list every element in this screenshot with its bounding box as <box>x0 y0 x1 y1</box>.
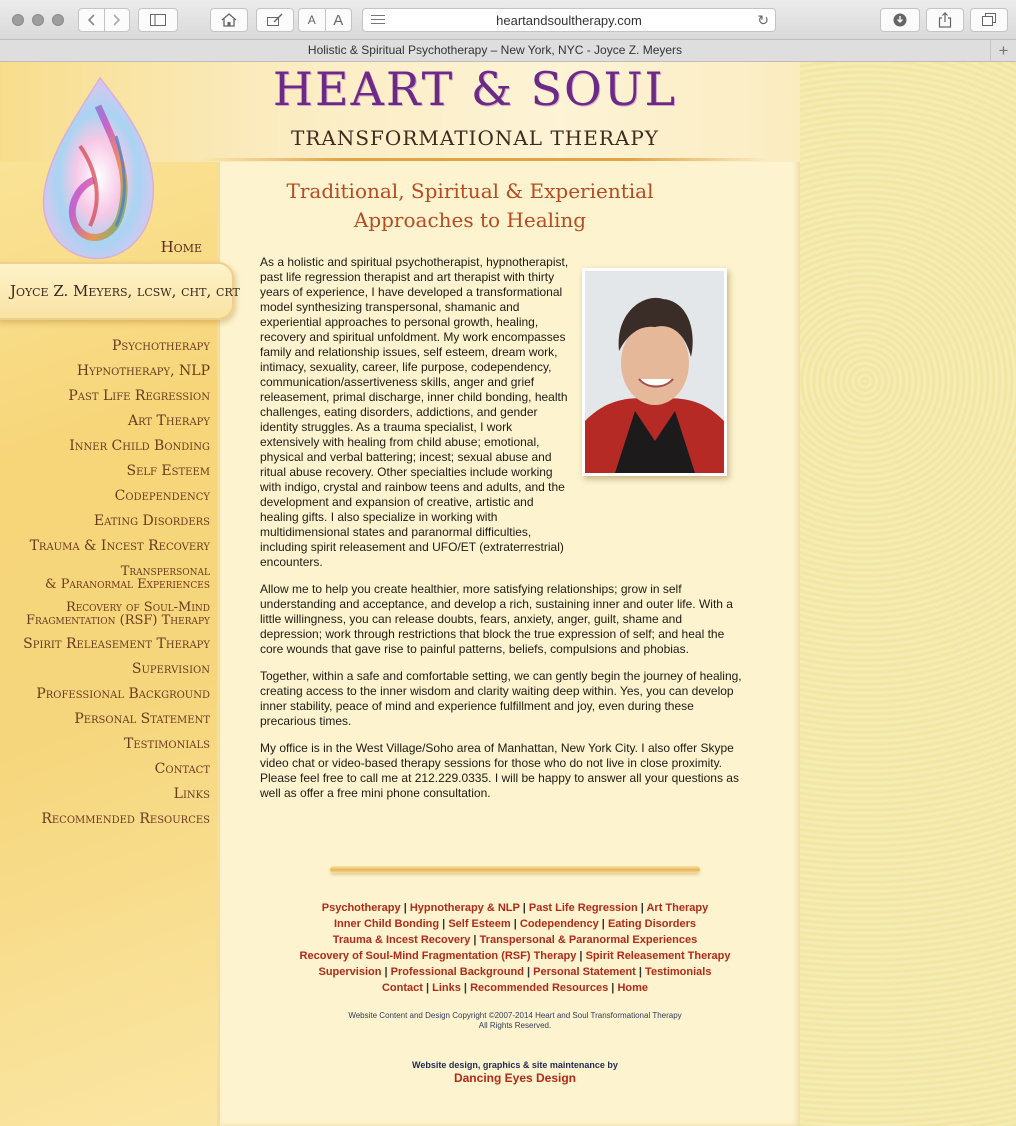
sidebar-item-codependency[interactable]: Codependency <box>114 488 210 504</box>
footer-link-personal-statement[interactable]: Personal Statement <box>533 966 636 978</box>
page-headline <box>260 177 680 235</box>
share-button[interactable] <box>926 8 964 32</box>
para-line: well as offer a free mini phone consultation. <box>260 786 491 800</box>
footer-link-transpersonal-paranormal[interactable]: Transpersonal & Paranormal Experiences <box>479 934 698 946</box>
footer-link-codependency[interactable]: Codependency <box>519 918 599 930</box>
web-page <box>0 62 1016 1126</box>
para-line: understanding and acceptance, and develop a rich, sustaining inner and outer life. With a <box>260 597 733 611</box>
sidebar-item-contact[interactable]: Contact <box>154 761 210 777</box>
footer-link-spirit-releasement[interactable]: Spirit Releasement Therapy <box>585 950 731 962</box>
sidebar-home-link[interactable]: Home <box>160 238 202 256</box>
footer-link-professional-background[interactable]: Professional Background <box>390 966 524 978</box>
footer-link-eating-disorders[interactable]: Eating Disorders <box>607 918 696 930</box>
sidebar-item-psychotherapy[interactable]: Psychotherapy <box>111 338 210 354</box>
para-line: inner stability, peace of mind and experience fulfillment and joy, even during these <box>260 699 694 713</box>
intro-line: intimacy, sexuality, career, life purpose, codependency, <box>260 360 552 374</box>
sidebar-item-supervision[interactable]: Supervision <box>131 661 210 677</box>
sidebar-item-rsf-therapy[interactable]: Fragmentation (RSF) Therapy <box>26 613 210 628</box>
intro-line: multidimensional states and paranormal difficulties, <box>260 525 532 539</box>
tabs-icon <box>982 13 996 27</box>
designer-credit: Website design, graphics & site maintenance by <box>412 1060 618 1070</box>
footer-row: Trauma & Incest Recovery | Transpersonal & Paranormal Experiences <box>332 934 698 946</box>
sidebar-toggle-button[interactable] <box>138 8 178 32</box>
intro-line: model synthesizing transpersonal, shamanic and <box>260 300 520 314</box>
address-bar[interactable] <box>362 8 776 32</box>
footer-row: Inner Child Bonding | Self Esteem | Codependency | Eating Disorders <box>334 918 696 930</box>
history-nav <box>78 8 130 32</box>
font-smaller-button[interactable]: A <box>299 9 326 31</box>
para-line: creating access to the inner wisdom and clarity waiting deep within. Yes, you can develop <box>260 684 734 698</box>
downloads-button[interactable] <box>880 8 920 32</box>
intro-line: communication/assertiveness skills, anger and grief <box>260 375 535 389</box>
chevron-left-icon <box>87 14 95 26</box>
intro-line: challenges, eating disorders, addictions, and gender <box>260 405 538 419</box>
para-line: depression; work through restrictions that block the true expression of self; and heal the <box>260 627 725 641</box>
footer-link-rsf-therapy[interactable]: Recovery of Soul-Mind Fragmentation (RSF) Therapy <box>299 950 577 962</box>
footer-link-links[interactable]: Links <box>432 982 461 994</box>
intro-line: experiential approaches to personal growth, healing, <box>260 315 539 329</box>
footer-nav <box>260 900 770 996</box>
footer-link-art-therapy[interactable]: Art Therapy <box>646 902 709 914</box>
footer-row: Psychotherapy | Hypnotherapy & NLP | Past Life Regression | Art Therapy <box>321 902 709 914</box>
page-background <box>800 62 1016 1126</box>
para-line: Please feel free to call me at 212.229.0335. I will be happy to answer all your questions as <box>260 771 739 785</box>
para-line: Together, within a safe and comfortable setting, we can gently begin the journey of healing, <box>260 669 742 683</box>
sidebar-item-spirit-releasement[interactable]: Spirit Releasement Therapy <box>23 636 210 652</box>
intro-line: identity struggles. As a trauma specialist, I work <box>260 420 513 434</box>
intro-line: As a holistic and spiritual psychotherapist, hypnotherapist, <box>260 255 569 269</box>
intro-line: with indigo, crystal and rainbow teens and adults, and the <box>260 480 565 494</box>
intro-line: development and expansion of creative, artistic and <box>260 495 534 509</box>
site-title: HEART & SOUL <box>272 62 678 116</box>
reload-icon[interactable]: ↻ <box>757 12 769 28</box>
share-icon <box>938 12 952 28</box>
plus-icon: + <box>998 41 1009 60</box>
font-larger-button[interactable]: A <box>333 11 344 29</box>
footer-link-trauma-incest-recovery[interactable]: Trauma & Incest Recovery <box>332 934 471 946</box>
copyright-line: Website Content and Design Copyright ©2007-2014 Heart and Soul Transformational Therapy <box>348 1011 682 1020</box>
forward-button[interactable] <box>105 9 130 31</box>
footer-link-self-esteem[interactable]: Self Esteem <box>448 918 511 930</box>
sidebar-item-inner-child-bonding[interactable]: Inner Child Bonding <box>69 438 210 454</box>
tabs-overview-button[interactable] <box>970 8 1008 32</box>
sidebar-item-hypnotherapy[interactable]: Hypnotherapy, NLP <box>76 363 210 379</box>
new-tab-button[interactable] <box>990 40 1016 62</box>
copyright-notice <box>260 1011 770 1031</box>
sidebar-item-past-life-regression[interactable]: Past Life Regression <box>68 388 210 404</box>
sidebar-item-art-therapy[interactable]: Art Therapy <box>127 413 210 429</box>
para-line: little willingness, you can release doubts, fears, anxiety, anger, guilt, shame and <box>260 612 683 626</box>
footer-link-inner-child-bonding[interactable]: Inner Child Bonding <box>334 918 440 930</box>
sidebar-item-recovery-soul-mind[interactable]: Recovery of Soul-Mind <box>65 600 210 615</box>
para-line: core wounds that gave rise to painful patterns, beliefs, compulsions and phobias. <box>260 642 689 656</box>
browser-toolbar <box>0 0 1016 40</box>
portrait-image <box>585 271 724 473</box>
sidebar-item-trauma-incest-recovery[interactable]: Trauma & Incest Recovery <box>29 538 210 554</box>
intro-line: extensively with healing from child abuse; emotional, <box>260 435 540 449</box>
home-icon <box>221 13 237 27</box>
footer-divider <box>330 866 700 873</box>
para-line: My office is in the West Village/Soho area of Manhattan, New York City. I also offer Skype <box>260 741 734 755</box>
intro-line: family and relationship issues, self esteem, dream work, <box>260 345 558 359</box>
intro-line: years of experience, I have developed a transformational <box>260 285 563 299</box>
intro-line: physical and verbal battering; incest; sexual abuse and <box>260 450 552 464</box>
footer-link-testimonials[interactable]: Testimonials <box>645 966 712 978</box>
sidebar-item-professional-background[interactable]: Professional Background <box>36 686 210 702</box>
intro-line: releasement, primal discharge, inner child bonding, health <box>260 390 568 404</box>
relationships-paragraph <box>260 582 760 657</box>
para-line: precarious times. <box>260 714 352 728</box>
practitioner-name-tab <box>0 262 240 320</box>
download-icon <box>893 13 907 27</box>
practitioner-name: Joyce Z. Meyers, lcsw, cht, crt <box>10 282 240 300</box>
footer-link-supervision[interactable]: Supervision <box>318 966 382 978</box>
footer-link-contact[interactable]: Contact <box>381 982 423 994</box>
sidebar-item-recommended-resources[interactable]: Recommended Resources <box>41 811 210 827</box>
footer-row: Recovery of Soul-Mind Fragmentation (RSF) Therapy | Spirit Releasement Therapy <box>299 950 731 962</box>
chevron-right-icon <box>113 14 121 26</box>
intro-line: healing gifts. I also specialize in working with <box>260 510 498 524</box>
headline-line-1: Traditional, Spiritual & Experiential <box>286 179 654 203</box>
sidebar-icon <box>150 14 166 26</box>
footer-row: Supervision | Professional Background | Personal Statement | Testimonials <box>318 966 712 978</box>
back-button[interactable] <box>79 9 105 31</box>
font-size-controls <box>298 8 352 32</box>
headline-line-2: Approaches to Healing <box>353 208 587 232</box>
tab-bar <box>0 40 1016 62</box>
footer-link-home[interactable]: Home <box>617 982 649 994</box>
sidebar-item-transpersonal[interactable]: Transpersonal <box>120 564 210 579</box>
intro-line: including spirit releasement and UFO/ET (extraterrestrial) <box>260 540 564 554</box>
sidebar-item-links[interactable]: Links <box>173 786 210 802</box>
zoom-window-button[interactable] <box>52 14 64 26</box>
url-text[interactable]: heartandsoultherapy.com <box>496 13 642 28</box>
office-paragraph <box>260 741 760 801</box>
para-line: Allow me to help you create healthier, more satisfying relationships; grow in self <box>260 582 682 596</box>
minimize-window-button[interactable] <box>32 14 44 26</box>
home-button[interactable] <box>210 8 248 32</box>
site-subtitle: TRANSFORMATIONAL THERAPY <box>291 126 659 150</box>
journey-paragraph <box>260 669 760 729</box>
edit-button[interactable] <box>256 8 294 32</box>
sidebar-item-self-esteem[interactable]: Self Esteem <box>126 463 210 479</box>
intro-line: encounters. <box>260 555 323 569</box>
intro-line: recovery and spiritual unfoldment. My work encompasses <box>260 330 566 344</box>
rights-line: All Rights Reserved. <box>478 1021 552 1030</box>
sidebar-item-personal-statement[interactable]: Personal Statement <box>74 711 210 727</box>
sidebar-item-eating-disorders[interactable]: Eating Disorders <box>93 513 210 529</box>
close-window-button[interactable] <box>12 14 24 26</box>
footer-link-psychotherapy[interactable]: Psychotherapy <box>321 902 401 914</box>
footer-link-past-life-regression[interactable]: Past Life Regression <box>528 902 638 914</box>
pencil-icon <box>267 13 283 27</box>
header-divider <box>200 158 770 161</box>
sidebar-item-testimonials[interactable]: Testimonials <box>124 736 210 752</box>
footer-link-recommended-resources[interactable]: Recommended Resources <box>470 982 609 994</box>
footer-link-hypnotherapy[interactable]: Hypnotherapy & NLP <box>409 902 520 914</box>
intro-line: ritual abuse recovery. Other specialties include working <box>260 465 553 479</box>
intro-line: past life regression therapist and art therapist with thirty <box>260 270 555 284</box>
intro-paragraph <box>260 255 580 570</box>
tab-active[interactable]: Holistic & Spiritual Psychotherapy – New York, NYC - Joyce Z. Meyers <box>307 43 683 57</box>
footer-row: Contact | Links | Recommended Resources | Home <box>381 982 649 994</box>
sidebar-item-paranormal-experiences[interactable]: & Paranormal Experiences <box>44 577 210 592</box>
therapist-photo <box>582 268 727 476</box>
designer-link[interactable]: Dancing Eyes Design <box>453 1071 577 1085</box>
para-line: video chat or video-based therapy sessions for those who do not live in close proximity. <box>260 756 723 770</box>
